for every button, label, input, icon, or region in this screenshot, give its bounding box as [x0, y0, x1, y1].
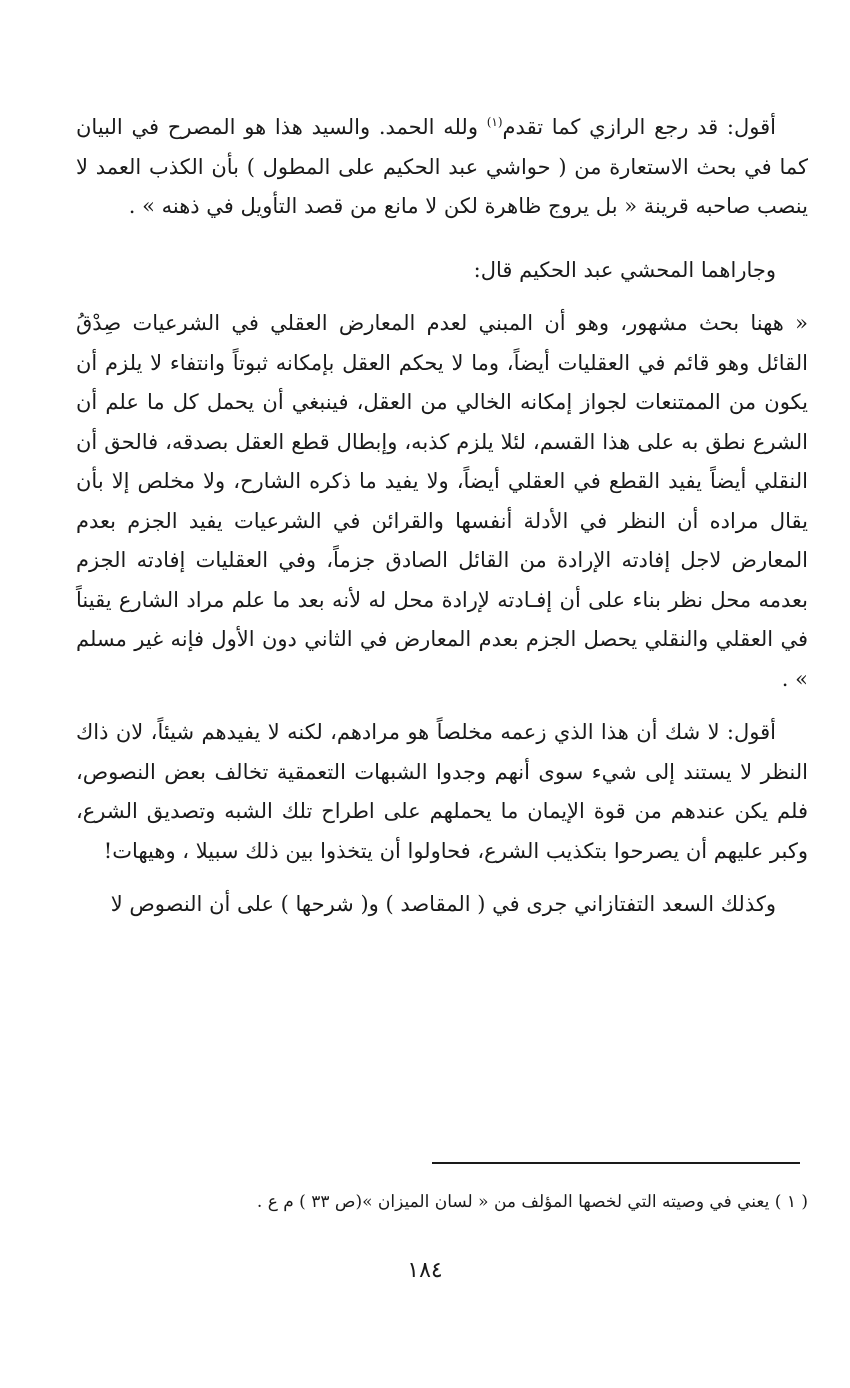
paragraph-3-quotation: « ههنا بحث مشهور، وهو أن المبني لعدم المعارض العقلي في الشرعيات صِدْقُ القائل وهو قائم في العقليات أيضاً، وما لا يحكم العقل بإمكانه ثبوتاً وانتفاء لا يلزم أن يكون من الممتنعات لجواز إمكانه الخالي من العقل، فينبغي أن يحمل كل ما علم أن الشرع نطق به على هذا القسم، لئلا يلزم كذبه، وإبطال قطع العقل بصدقه، فالحق أن النقلي أيضاً يفيد القطع في العقلي أيضاً، ولا يفيد ما ذكره الشارح، ولا مخلص إلا بأن يقال مراده أن النظر في الأدلة أنفسها والقرائن في الشرعيات يفيد الجزم بعدم المعارض لاجل إفادته الإرادة من القائل الصادق جزماً، وفي العقليات إفادته الجزم بعدمه محل نظر بناء على أن إفـادته لإرادة محل له لأنه بعد ما علم مراد الشارع يقيناً في العقلي والنقلي يحصل الجزم بعدم المعارض في الثاني دون الأول فإنه غير مسلم » .: [76, 311, 808, 691]
paragraph-2: وجاراهما المحشي عبد الحكيم قال:: [473, 257, 776, 282]
paragraph-5: وكذلك السعد التفتازاني جرى في ( المقاصد ) و( شرحها ) على أن النصوص لا: [110, 892, 776, 916]
paragraph-1-start: أقول: قد رجع الرازي كما تقدم: [502, 115, 776, 139]
page-number: ١٨٤: [407, 1258, 443, 1283]
footnote-reference: (١): [486, 115, 503, 129]
footnote-divider: [432, 1162, 800, 1164]
footnote: ( ١ ) يعني في وصيته التي لخصها المؤلف من « لسان الميزان »(ص ٣٣ ) م ع .: [256, 1192, 808, 1212]
main-text-block: [76, 108, 808, 939]
paragraph-1-rest: ولله الحمد. والسيد هذا هو المصرح في البيان كما في بحث الاستعارة من ( حواشي عبد الحكيم على المطول ) بأن الكذب العمد لا ينصب صاحبه قرينة « بل يروج ظاهرة لكن لا مانع من قصد التأويل في ذهنه » .: [76, 115, 808, 218]
paragraph-1: [76, 108, 808, 227]
paragraph-4: أقول: لا شك أن هذا الذي زعمه مخلصاً هو مرادهم، لكنه لا يفيدهم شيئاً، لان ذاك النظر لا يستند إلى شيء سوى أنهم وجدوا الشبهات التعمقية تخالف بعض النصوص، فلم يكن عندهم من قوة الإيمان ما يحملهم على اطراح تلك الشبه وتصديق الشرع، وكبر عليهم أن يصرحوا بتكذيب الشرع، فحاولوا أن يتخذوا بين ذلك سبيلا ، وهيهات!: [76, 720, 808, 863]
